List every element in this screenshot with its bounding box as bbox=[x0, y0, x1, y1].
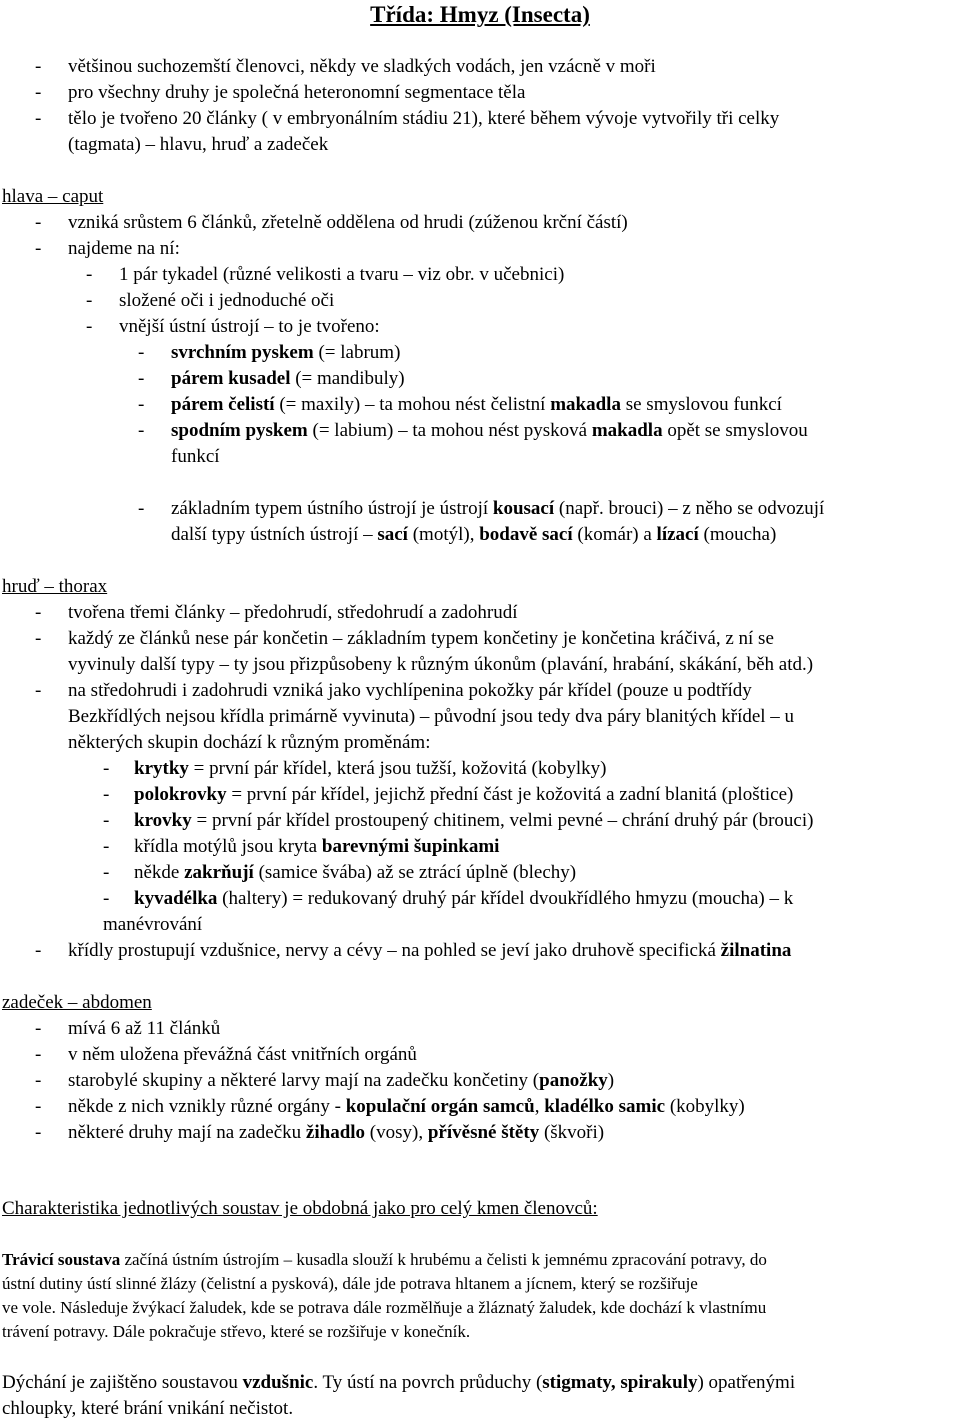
bullet-dash: - bbox=[138, 394, 145, 415]
digestive-line-4: trávení potravy. Dále pokračuje střevo, které se rozšiřuje v konečník. bbox=[2, 1322, 471, 1341]
intro-item-2: pro všechny druhy je společná heteronomní segmentace těla bbox=[68, 82, 526, 103]
bullet-dash: - bbox=[138, 342, 145, 363]
abdomen-item-1: mívá 6 až 11 článků bbox=[68, 1018, 221, 1039]
abdomen-item-4: někde z nich vznikly různé orgány - kopulační orgán samců, kladélko samic (kobylky) bbox=[68, 1096, 745, 1117]
mouthpart-1: svrchním pyskem (= labrum) bbox=[171, 342, 401, 363]
bullet-dash: - bbox=[103, 862, 110, 883]
head-sub-2: složené oči i jednoduché oči bbox=[119, 290, 335, 311]
bullet-dash: - bbox=[35, 82, 42, 103]
mouthpart-2: párem kusadel (= mandibuly) bbox=[171, 368, 405, 389]
mouthpart-types-2: další typy ústních ústrojí – sací (motýl), bodavě sací (komár) a lízací (moucha) bbox=[171, 524, 777, 545]
bullet-dash: - bbox=[35, 1122, 42, 1143]
bullet-dash: - bbox=[86, 264, 93, 285]
section-heading-systems: Charakteristika jednotlivých soustav je obdobná jako pro celý kmen členovců: bbox=[2, 1198, 598, 1219]
mouthpart-types-1: základním typem ústního ústrojí je ústrojí kousací (např. brouci) – z něho se odvozují bbox=[171, 498, 825, 519]
mouthpart-4: spodním pyskem (= labium) – ta mohou nést pysková makadla opět se smyslovou bbox=[171, 420, 808, 441]
head-sub-3: vnější ústní ústrojí – to je tvořeno: bbox=[119, 316, 380, 337]
bullet-dash: - bbox=[138, 420, 145, 441]
section-heading-abdomen: zadeček – abdomen bbox=[2, 992, 152, 1013]
bullet-dash: - bbox=[103, 810, 110, 831]
abdomen-item-2: v něm uložena převážná část vnitřních orgánů bbox=[68, 1044, 417, 1065]
thorax-item-1: tvořena třemi články – předohrudí, středohrudí a zadohrudí bbox=[68, 602, 518, 623]
wing-type-6-cont: manévrování bbox=[103, 914, 203, 935]
bullet-dash: - bbox=[35, 108, 42, 129]
bullet-dash: - bbox=[35, 1070, 42, 1091]
digestive-line-3: ve vole. Následuje žvýkací žaludek, kde se potrava dále rozmělňuje a žláznatý žaludek, kde dochází k vlastnímu bbox=[2, 1298, 767, 1317]
bullet-dash: - bbox=[35, 56, 42, 77]
bullet-dash: - bbox=[86, 316, 93, 337]
wing-type-4: křídla motýlů jsou kryta barevnými šupinkami bbox=[134, 836, 500, 857]
wing-type-6: kyvadélka (haltery) = redukovaný druhý pár křídel dvoukřídlého hmyzu (moucha) – k bbox=[134, 888, 794, 909]
abdomen-item-3: starobylé skupiny a některé larvy mají na zadečku končetiny (panožky) bbox=[68, 1070, 615, 1091]
bullet-dash: - bbox=[138, 498, 145, 519]
wing-type-5: někde zakrňují (samice švába) až se ztrácí úplně (blechy) bbox=[134, 862, 577, 883]
page-title: Třída: Hmyz (Insecta) bbox=[370, 2, 590, 27]
digestive-line-2: ústní dutiny ústí slinné žlázy (čelistní a pysková), dále jde potrava hltanem a jícnem, který se rozšiřuje bbox=[2, 1274, 698, 1293]
abdomen-item-5: některé druhy mají na zadečku žihadlo (vosy), přívěsné štěty (škvoři) bbox=[68, 1122, 605, 1143]
bullet-dash: - bbox=[103, 784, 110, 805]
respiratory-line-2: chloupky, které brání vnikání nečistot. bbox=[2, 1398, 294, 1419]
thorax-item-4: křídly prostupují vzdušnice, nervy a cévy – na pohled se jeví jako druhově specifická žilnatina bbox=[68, 940, 792, 961]
wing-type-2: polokrovky = první pár křídel, jejichž přední část je kožovitá a zadní blanitá (ploštice) bbox=[134, 784, 794, 805]
bullet-dash: - bbox=[35, 602, 42, 623]
bullet-dash: - bbox=[35, 628, 42, 649]
intro-item-3: tělo je tvořeno 20 články ( v embryonálním stádiu 21), které během vývoje vytvořily tři celky bbox=[68, 108, 780, 129]
bullet-dash: - bbox=[35, 238, 42, 259]
thorax-item-3: na středohrudi i zadohrudi vzniká jako vychlípenina pokožky pár křídel (pouze u podtřídy bbox=[68, 680, 752, 701]
bullet-dash: - bbox=[35, 940, 42, 961]
section-heading-thorax: hruď – thorax bbox=[2, 576, 108, 597]
wing-type-1: krytky = první pár křídel, která jsou tužší, kožovitá (kobylky) bbox=[134, 758, 607, 779]
mouthpart-3: párem čelistí (= maxily) – ta mohou nést čelistní makadla se smyslovou funkcí bbox=[171, 394, 782, 415]
bullet-dash: - bbox=[103, 888, 110, 909]
bullet-dash: - bbox=[138, 368, 145, 389]
thorax-item-2-cont: vyvinuly další typy – ty jsou přizpůsobeny k různým úkonům (plavání, hrabání, skákání, běh atd.) bbox=[68, 654, 814, 675]
intro-item-3-cont: (tagmata) – hlavu, hruď a zadeček bbox=[68, 134, 329, 155]
mouthpart-4-cont: funkcí bbox=[171, 446, 220, 467]
wing-type-3: krovky = první pár křídel prostoupený chitinem, velmi pevné – chrání druhý pár (brouci) bbox=[134, 810, 814, 831]
head-item-1: vzniká srůstem 6 článků, zřetelně oddělena od hrudi (zúženou krční částí) bbox=[68, 212, 628, 233]
bullet-dash: - bbox=[86, 290, 93, 311]
bullet-dash: - bbox=[35, 1018, 42, 1039]
section-heading-head: hlava – caput bbox=[2, 186, 104, 207]
bullet-dash: - bbox=[103, 758, 110, 779]
respiratory-line-1: Dýchání je zajištěno soustavou vzdušnic. Ty ústí na povrch průduchy (stigmaty, spirakuly) opatřenými bbox=[2, 1372, 796, 1393]
thorax-item-3-cont: některých skupin dochází k různým proměnám: bbox=[68, 732, 431, 753]
thorax-item-2: každý ze článků nese pár končetin – základním typem končetiny je končetina kráčivá, z ní se bbox=[68, 628, 774, 649]
digestive-line-1: Trávicí soustava začíná ústním ústrojím – kusadla slouží k hrubému a čelisti k jemnému zpracování potravy, do bbox=[2, 1250, 767, 1269]
bullet-dash: - bbox=[35, 1096, 42, 1117]
intro-item-1: většinou suchozemští členovci, někdy ve sladkých vodách, jen vzácně v moři bbox=[68, 56, 656, 77]
bullet-dash: - bbox=[103, 836, 110, 857]
thorax-item-3-cont: Bezkřídlých nejsou křídla primárně vyvinuta) – původní jsou tedy dva páry blanitých křídel – u bbox=[68, 706, 795, 727]
head-item-2: najdeme na ní: bbox=[68, 238, 180, 259]
bullet-dash: - bbox=[35, 680, 42, 701]
bullet-dash: - bbox=[35, 212, 42, 233]
head-sub-1: 1 pár tykadel (různé velikosti a tvaru – viz obr. v učebnici) bbox=[119, 264, 565, 285]
bullet-dash: - bbox=[35, 1044, 42, 1065]
